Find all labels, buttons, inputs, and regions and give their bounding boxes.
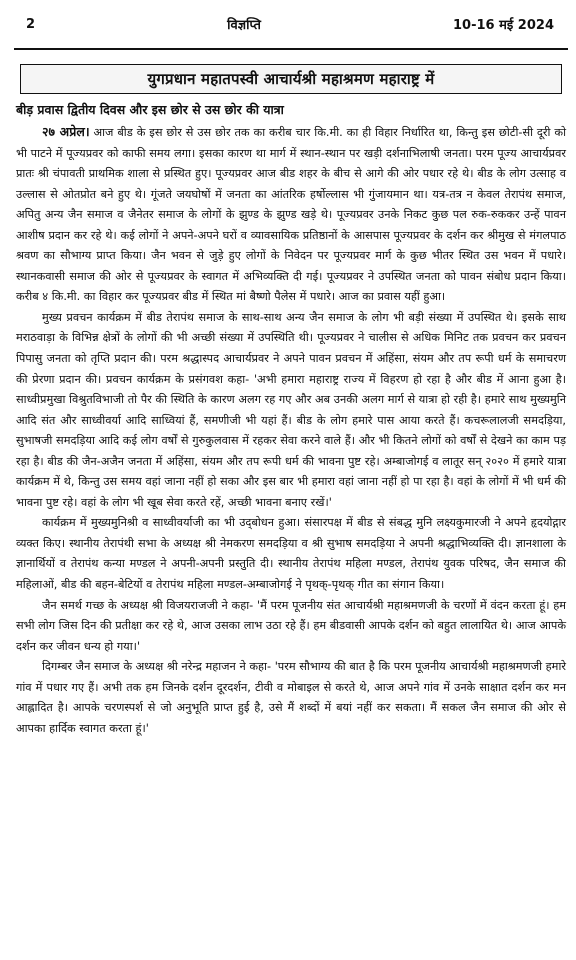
page-number: 2 <box>26 16 36 32</box>
page-header <box>14 0 568 50</box>
article-body <box>16 100 566 739</box>
article-paragraph: जैन समर्थ गच्छ के अध्यक्ष श्री विजयराजजी ने कहा- 'मैं परम पूजनीय संत आचार्यश्री महाश्रमणजी के चरणों में वंदन करता हूं। हम सभी लोग जिस दिन की प्रतीक्षा कर रहे थे, आज उसका लाभ उठा रहे हैं। हम बीडवासी आपके दर्शन को बहुत लालायित थे। आज आपके दर्शन कर जीवन धन्य हो गया।' <box>16 598 566 653</box>
article-title: युगप्रधान महातपस्वी आचार्यश्री महाश्रमण महाराष्ट्र में <box>147 70 435 88</box>
article-subheading: बीड़ प्रवास द्वितीय दिवस और इस छोर से उस छोर की यात्रा <box>16 102 284 117</box>
dateline: २७ अप्रेल। <box>42 124 90 139</box>
publication-name: विज्ञप्ति <box>227 18 261 33</box>
article-paragraph: दिगम्बर जैन समाज के अध्यक्ष श्री नरेन्द्र महाजन ने कहा- 'परम सौभाग्य की बात है कि परम पूजनीय आचार्यश्री महाश्रमणजी हमारे गांव में पधार गए हैं। अभी तक हम जिनके दर्शन दूरदर्शन, टीवी व मोबाइल से करते थे, आज अपने गांव में उनके साक्षात दर्शन कर मन आह्लादित है। आपके चरणस्पर्श से जो अनुभूति प्राप्त हुई है, उसे मैं शब्दों में बयां नहीं कर सकता। मैं सकल जैन समाज की ओर से आपका हार्दिक स्वागत करता हूं।' <box>16 660 566 735</box>
article-paragraph: कार्यक्रम में मुख्यमुनिश्री व साध्वीवर्याजी का भी उद्‌बोधन हुआ। संसारपक्ष में बीड से संबद्ध मुनि लक्ष्यकुमारजी ने अपने हृदयोद्गार व्यक्त किए। स्थानीय तेरापंथी सभा के अध्यक्ष श्री नेमकरण समदड़िया व श्री सुभाष समदड़िया ने अपनी श्रद्धाभिव्यक्ति दी। ज्ञानशाला के ज्ञानार्थियों व तेरापंथ कन्या मण्डल ने अपनी-अपनी प्रस्तुति दी। स्थानीय तेरापंथ महिला मण्डल, तेरापंथ युवक परिषद, जैन समाज की महिलाओं, बीड की बहन-बेटियों व तेरापंथ महिला मण्डल-अम्बाजोगई ने पृथक्-पृथक् गीत का संगान किया। <box>16 516 566 592</box>
article-paragraph <box>16 122 566 308</box>
paragraph-text: आज बीड के इस छोर से उस छोर तक का करीब चार कि.मी. का ही विहार निर्धारित था, किन्तु इस छोटी-सी दूरी को भी पाटने में पूज्यप्रवर को काफी समय लगा। इसका कारण था मार्ग में स्थान-स्थान पर खड़ी दर्शनाभिलाषी जनता। परम पूज्य आचार्यप्रवर प्रातः श्री चंपावती प्राथमिक शाला से प्रस्थित हुए। पूज्यप्रवर आज बीड शहर के बीच से आगे की ओर पधार रहे थे। बीड के लोग उत्साह व उल्लास से ओतप्रोत बने हुए थे। गूंजते जयघोषों में जनता का आंतरिक हर्षोल्लास भी गुंजायमान था। यत्र-तत्र न केवल तेरापंथ समाज, अपितु अन्य जैन समाज व जैनेतर समाज के लोगों के झुण्ड के झुण्ड खड़े थे। पूज्यप्रवर उनके निकट कुछ पल रुक-रुककर उन्हें पावन आशीष प्रदान कर रहे थे। कई लोगों ने अपने-अपने घरों व व्यावसायिक प्रतिष्ठानों के आसपास पूज्यप्रवर के दर्शन कर श्रीमुख से मंगलपाठ श्रवण का सौभाग्य प्राप्त किया। जैन भवन से जुड़े हुए लोगों के निवेदन पर पूज्यप्रवर मार्ग के कुछ भीतर स्थित उस भवन में पधारे। स्थानकवासी समाज की ओर से पूज्यप्रवर के स्वागत में अभिव्यक्ति दी गई। पूज्यप्रवर ने उपस्थित जनता को पावन संबोध प्रदान किया। करीब ४ कि.मी. का विहार कर पूज्यप्रवर बीड में स्थित मां बैष्णो पैलेस में पधारे। आज का प्रवास यहीं हुआ। <box>16 126 566 304</box>
article-title-box <box>20 64 562 94</box>
article-paragraph: मुख्य प्रवचन कार्यक्रम में बीड तेरापंथ समाज के साथ-साथ अन्य जैन समाज के लोग भी बड़ी संख्या में उपस्थित थे। इसके साथ मराठवाड़ा के विभिन्न क्षेत्रों के लोगों की भी अच्छी संख्या में उपस्थिति थी। पूज्यप्रवर ने चालीस से अधिक मिनिट तक प्रवचन कर प्रवचन पिपासु जनता को तृप्ति प्रदान की। परम श्रद्धास्पद आचार्यप्रवर ने अपने पावन प्रवचन में अहिंसा, संयम और तप रूपी धर्म के समाचरण की प्रेरणा प्रदान की। प्रवचन कार्यक्रम के प्रसंगवश कहा- 'अभी हमारा महाराष्ट्र राज्य में विहरण हो रहा है और बीड में आना हुआ है। साध्वीप्रमुखा विश्रुतविभाजी तो पैर की स्थिति के कारण अलग रह गए और अब उनकी अलग मार्ग से यात्रा हो रही है। हमारे साथ मुख्यमुनि आदि संत और साध्वीवर्या आदि साध्वियां हैं, समणीजी भी यहां हैं। बीड के लोग हमारे पास आया करते हैं। कचरूलालजी समदड़िया, सुभाषजी समदड़िया आदि कई लोग वर्षों से गुरुकुलवास में रहकर सेवा करने वाले हैं। और भी कितने लोगों को वर्षों से देखने का काम पड़ रहा है। बीड की जैन-अजैन जनता में अहिंसा, संयम और तप रूपी धर्म की भावना पुष्ट रहे। अम्बाजोगई व लातूर सन् २०२० में हमारे यात्रा कार्यक्रम में थे, किन्तु उस समय वहां जाना नहीं हो सका और इस बार भी हमारा वहां जाना नहीं हो पा रहा है। वहां के लोगों में भी धर्म की भावना पुष्ट रहे। वहां के लोग भी खूब सेवा करते रहें, अच्छी भावना बनाए रखें।' <box>16 310 566 509</box>
issue-date: 10-16 मई 2024 <box>453 18 554 33</box>
